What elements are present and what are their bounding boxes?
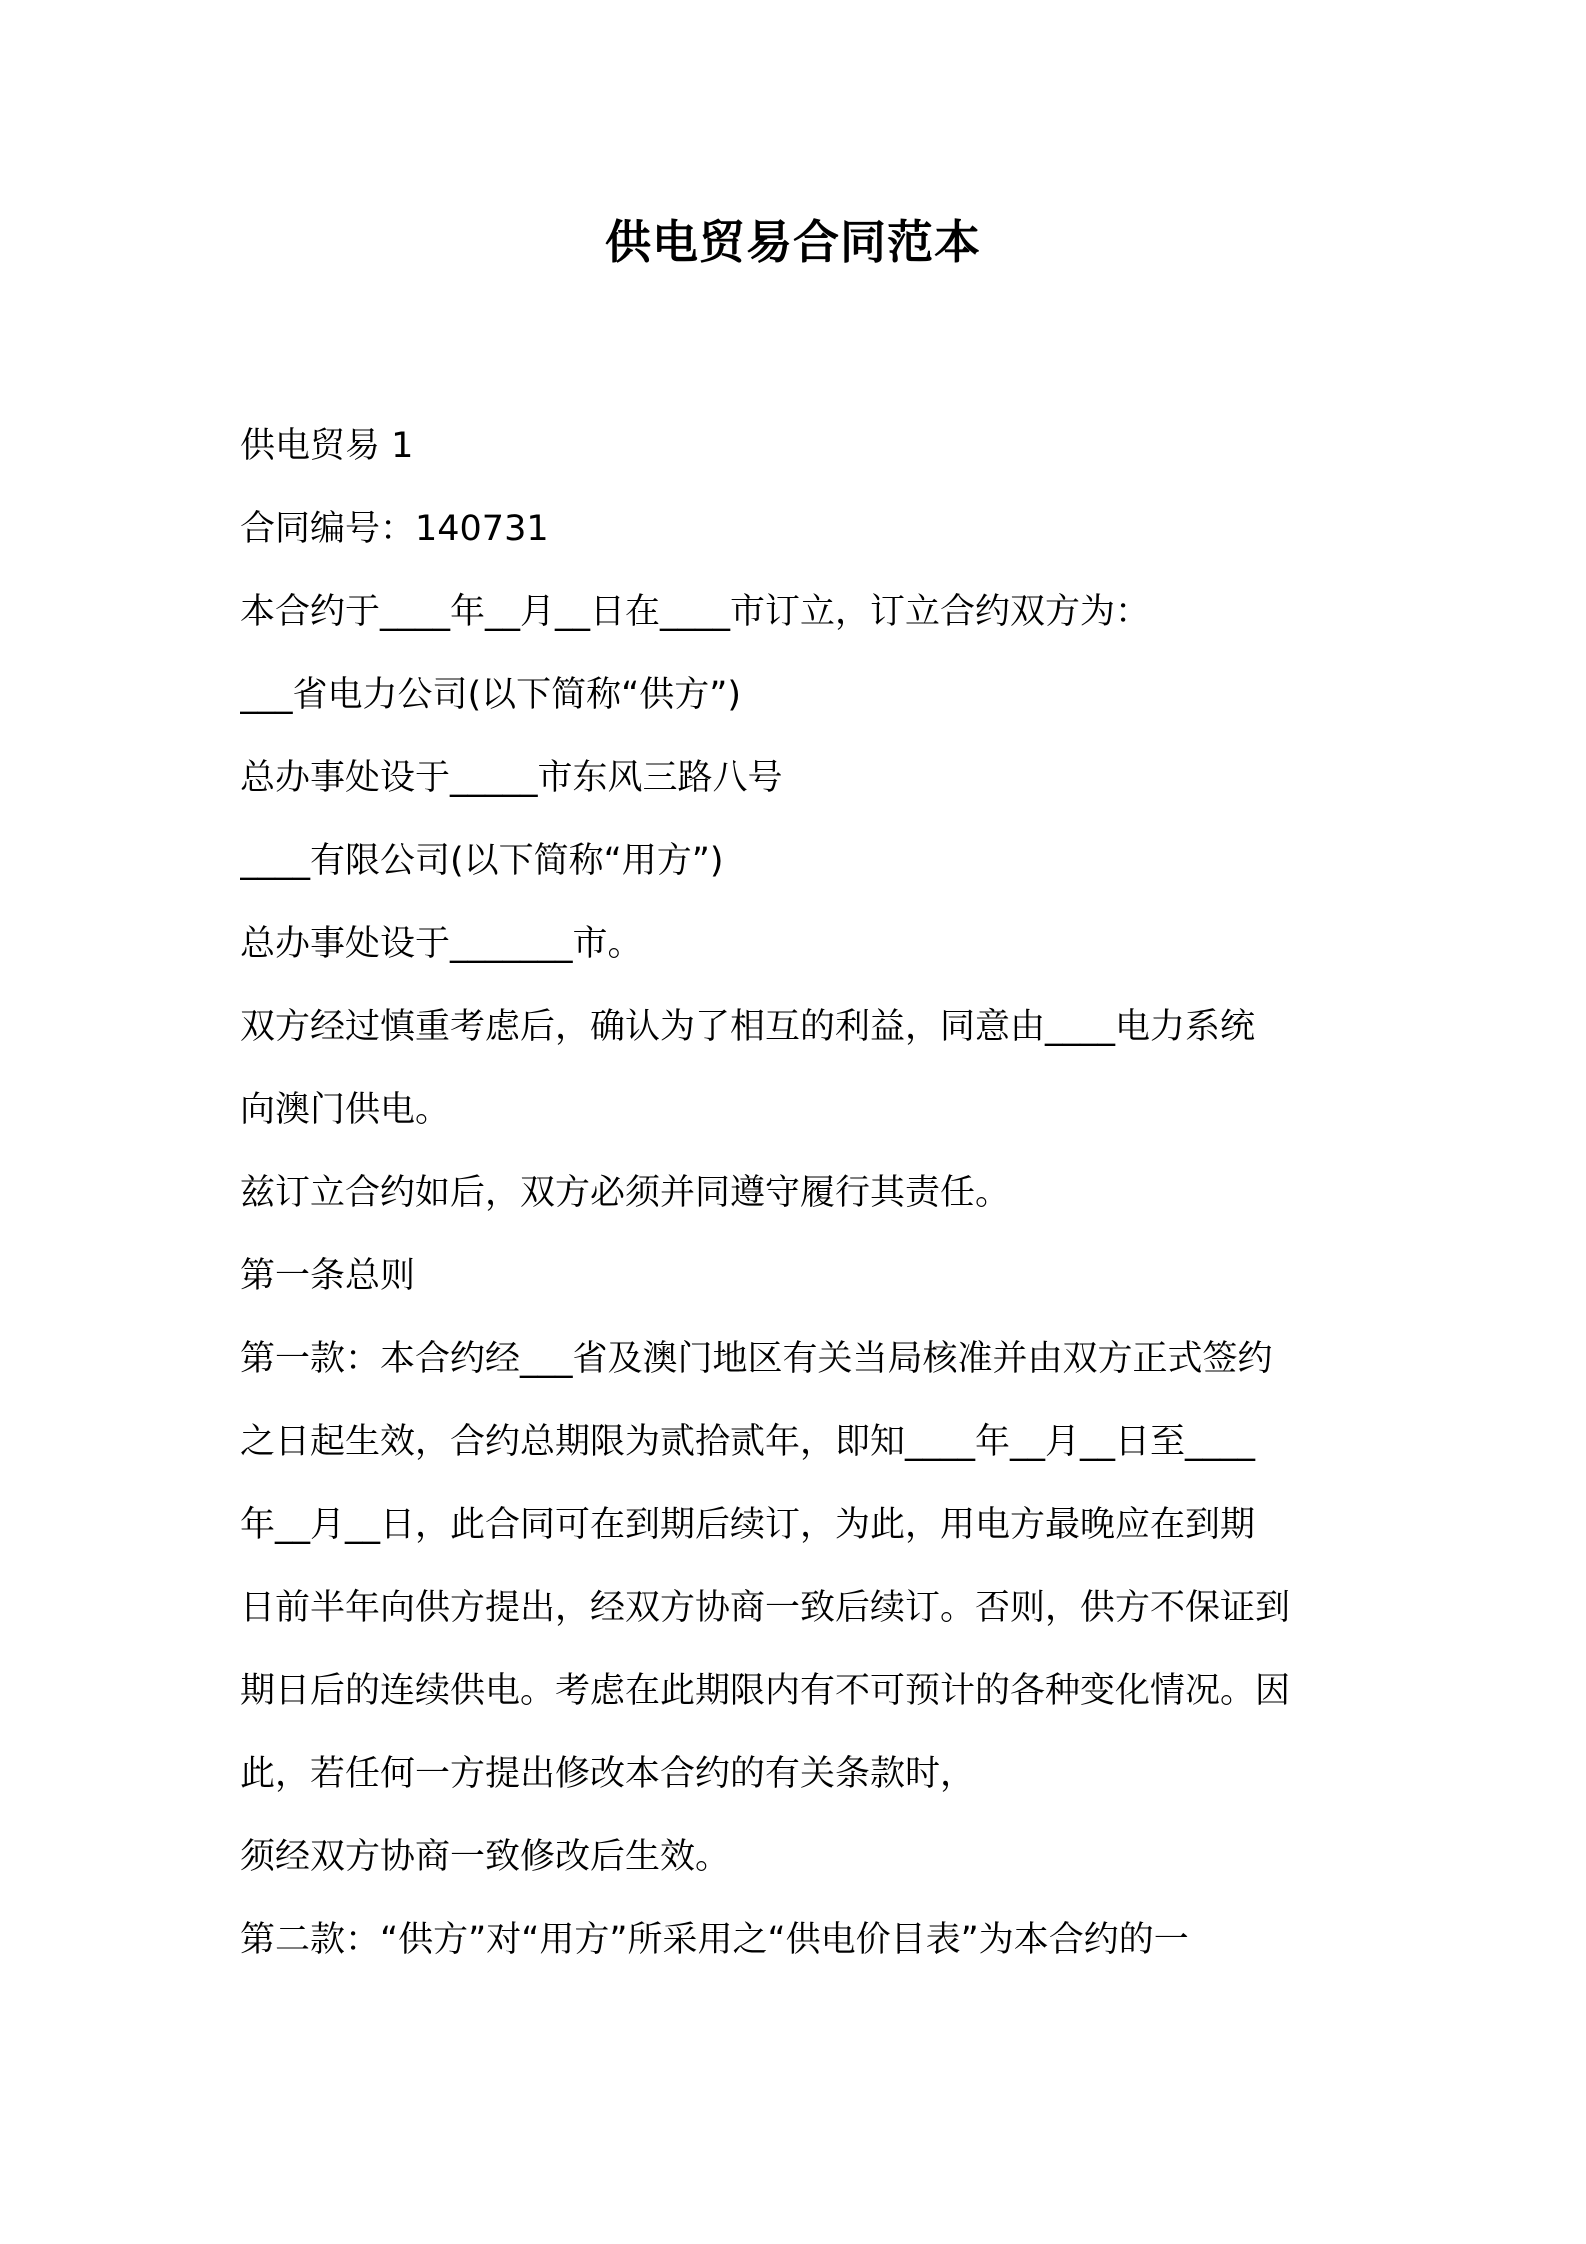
paragraph-line: 期日后的连续供电。考虑在此期限内有不可预计的各种变化情况。因 — [240, 1671, 1291, 1711]
paragraph-line: 双方经过慎重考虑后，确认为了相互的利益，同意由____电力系统 — [240, 1007, 1256, 1047]
paragraph-line: 总办事处设于_____市东风三路八号 — [240, 758, 783, 798]
document-title: 供电贸易合同范本 — [605, 215, 981, 269]
paragraph-line: ____有限公司(以下简称“用方”) — [240, 841, 724, 881]
paragraph-line: 年__月__日，此合同可在到期后续订，为此，用电方最晚应在到期 — [240, 1505, 1256, 1545]
section-heading: 第一条总则 — [240, 1256, 416, 1296]
document-body — [240, 405, 1350, 1982]
paragraph-line: 日前半年向供方提出，经双方协商一致后续订。否则，供方不保证到 — [240, 1588, 1291, 1628]
paragraph-line: 须经双方协商一致修改后生效。 — [240, 1837, 731, 1877]
paragraph-line: 兹订立合约如后，双方必须并同遵守履行其责任。 — [240, 1173, 1011, 1213]
paragraph-line: 总办事处设于_______市。 — [240, 924, 643, 964]
paragraph-line: 之日起生效，合约总期限为贰拾贰年，即知____年__月__日至____ — [240, 1422, 1256, 1462]
paragraph-line: 本合约于____年__月__日在____市订立，订立合约双方为： — [240, 592, 1151, 632]
contract-number-line: 合同编号：140731 — [240, 509, 549, 549]
paragraph-line: ___省电力公司(以下简称“供方”) — [240, 675, 742, 715]
paragraph-line: 第二款：“供方”对“用方”所采用之“供电价目表”为本合约的一 — [240, 1920, 1189, 1960]
heading-line: 供电贸易 1 — [240, 426, 414, 466]
paragraph-line: 第一款：本合约经___省及澳门地区有关当局核准并由双方正式签约 — [240, 1339, 1273, 1379]
paragraph-line: 此，若任何一方提出修改本合约的有关条款时， — [240, 1754, 976, 1794]
paragraph-line: 向澳门供电。 — [240, 1090, 451, 1130]
